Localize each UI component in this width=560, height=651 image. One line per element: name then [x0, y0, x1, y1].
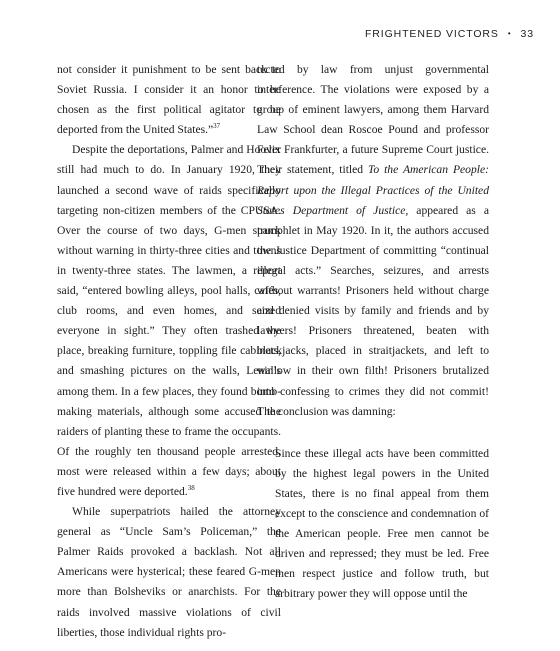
paragraph-text: not consider it punishment to be sent back to Soviet Russia. I consider it an honor to be chosen as the first political agitator to be deported from the United States.”: [57, 63, 281, 137]
paragraph: [57, 140, 281, 502]
separator-dot: •: [507, 28, 512, 38]
report-title: To the American People: Report upon the Illegal Practices of the United States Department of Justice,: [257, 163, 489, 217]
paragraph-text: tected by law from unjust governmental interference. The violations were exposed by a group of eminent lawyers, among them Harvard Law School dean Roscoe Pound and professor Felix Frankfurter, a future Supreme Court justice. Their statement, titled: [257, 63, 489, 177]
paragraph: [57, 502, 281, 643]
right-column: [257, 60, 489, 604]
page-number: 33: [520, 28, 534, 40]
block-quote: [275, 444, 489, 605]
running-head: [365, 28, 534, 40]
paragraph: [257, 60, 489, 422]
paragraph-text: Despite the deportations, Palmer and Hoover still had much to do. In January 1920, they launched a second wave of raids specifically targeting non-citizen members of the CPUSA. Over the course of two days, G-men struck without warning in thirty-three cities and towns in twenty-three states. The lawmen, a report said, “entered bowling alleys, pool halls, cafés, club rooms, and even homes, and seized everyone in sight.” They often trashed the place, breaking furniture, toppling file cabinets, and smashing pictures on the walls, Lenin’s among them. In a few places, they found bomb-making materials, although some accused the raiders of planting these to frame the occupants. Of the roughly ten thousand people arrested, most were released within a few days; about five hundred were deported.: [57, 143, 281, 498]
paragraph-text: While superpatriots hailed the attorney general as “Uncle Sam’s Policeman,” the Palmer Raids provoked a backlash. Not all Americans were hysterical; these feared G-men more than Bolsheviks or anarchists. For the raids involved massive violations of civil liberties, those individual rights pro-: [57, 505, 281, 639]
chapter-title: FRIGHTENED VICTORS: [364, 28, 499, 40]
footnote-marker: 38: [187, 484, 195, 493]
left-column: [57, 60, 281, 643]
paragraph-text: appeared as a pamphlet in May 1920. In it, the authors accused the Justice Department of committing “continual illegal acts.” Searches, seizures, and arrests without warrants! Prisoners held without charge and denied visits by family and friends and by lawyers! Prisoners threatened, beaten with blackjacks, placed in straitjackets, and left to wallow in their own filth! Prisoners brutalized into confessing to crimes they did not commit! The conclusion was damning:: [257, 203, 489, 418]
paragraph: [57, 60, 281, 140]
quote-text: Since these illegal acts have been committed by the highest legal powers in the United States, there is no final appeal from them except to the conscience and condemnation of the American people. Free men cannot be driven and repressed; they must be led. Free men respect justice and follow truth, but arbitrary power they will oppose until the: [275, 446, 489, 601]
footnote-marker: 37: [213, 122, 221, 131]
